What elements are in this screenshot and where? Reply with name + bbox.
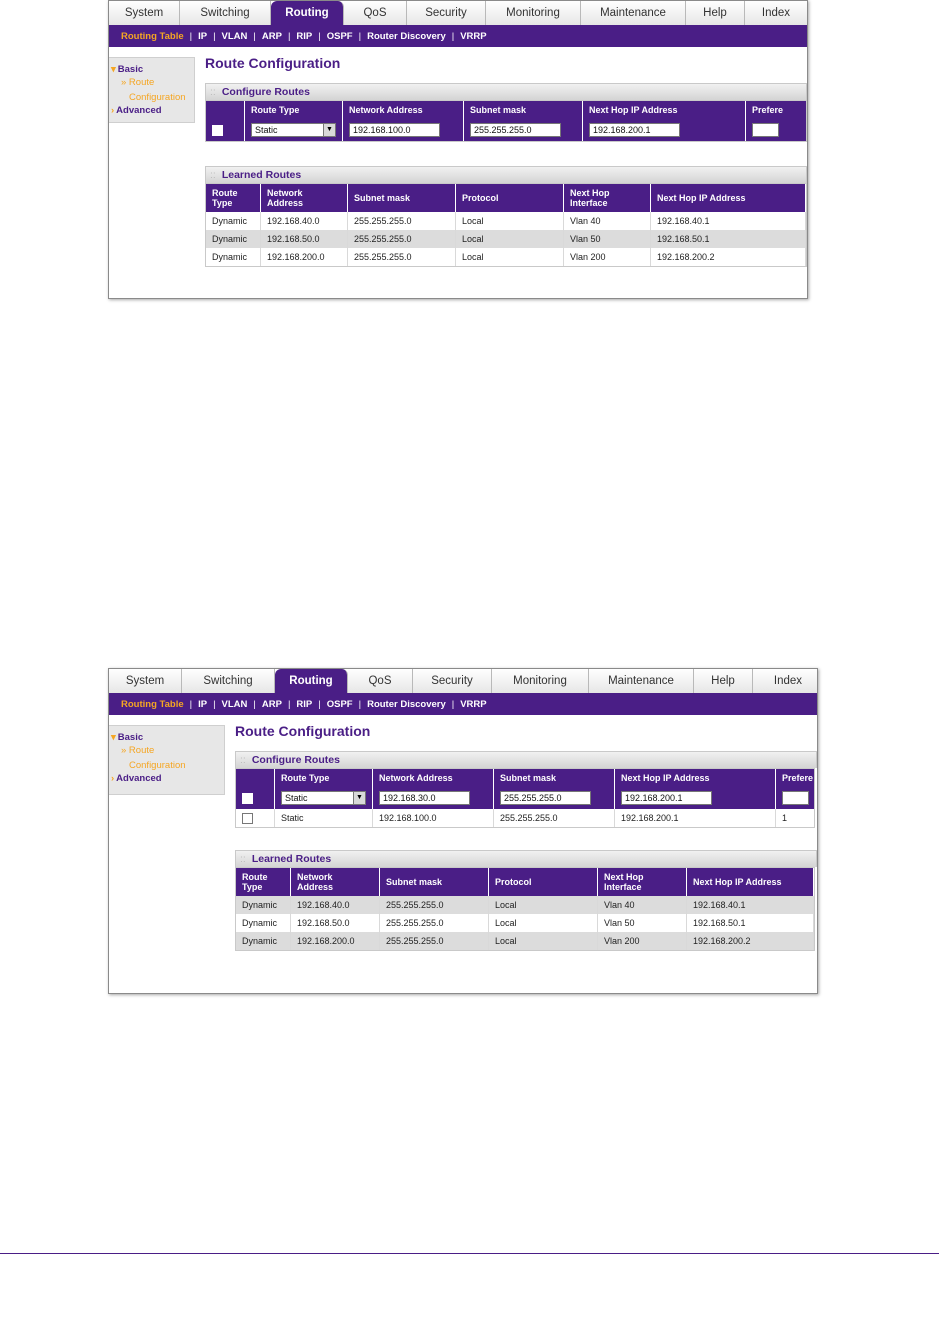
subnav-routing-table[interactable]: Routing Table bbox=[121, 698, 184, 710]
subnet-mask-input[interactable]: 255.255.255.0 bbox=[500, 791, 591, 805]
cell-network-address: 192.168.40.0 bbox=[291, 896, 380, 914]
subnav-vrrp[interactable]: VRRP bbox=[460, 30, 487, 42]
tab-help[interactable]: Help bbox=[686, 1, 745, 25]
page-title: Route Configuration bbox=[205, 55, 341, 71]
col-header-protocol: Protocol bbox=[489, 868, 598, 896]
row-checkbox[interactable] bbox=[242, 793, 253, 804]
cell-subnet-mask: 255.255.255.0 bbox=[380, 914, 489, 932]
col-header-select bbox=[236, 769, 275, 787]
tab-index[interactable]: Index bbox=[753, 669, 818, 693]
chevron-right-icon: › bbox=[111, 105, 115, 116]
cell-route-type: Static bbox=[275, 809, 373, 827]
main-nav-tabs bbox=[109, 1, 807, 25]
sub-nav bbox=[109, 693, 817, 715]
cell-subnet-mask: 255.255.255.0 bbox=[348, 248, 456, 266]
col-header-network-address: Network Address bbox=[343, 101, 464, 119]
network-address-input[interactable]: 192.168.100.0 bbox=[349, 123, 440, 137]
subnav-separator: | bbox=[451, 698, 455, 710]
subnav-vrrp[interactable]: VRRP bbox=[460, 698, 487, 710]
cell-subnet-mask bbox=[464, 119, 583, 141]
table-row[interactable] bbox=[236, 809, 815, 827]
subnav-separator: | bbox=[318, 30, 321, 42]
cell-subnet-mask bbox=[494, 787, 615, 809]
route-type-value: Static bbox=[285, 793, 308, 803]
subnav-ospf[interactable]: OSPF bbox=[326, 698, 353, 710]
col-header-next-hop-interface: Next Hop Interface bbox=[598, 868, 687, 896]
col-header-route-type: Route Type bbox=[275, 769, 373, 787]
tab-monitoring[interactable]: Monitoring bbox=[486, 1, 581, 25]
col-header-next-hop-ip: Next Hop IP Address bbox=[615, 769, 776, 787]
cell-preference bbox=[776, 787, 816, 809]
table-row[interactable] bbox=[236, 914, 814, 932]
subnav-rip[interactable]: RIP bbox=[296, 698, 313, 710]
cell-route-type bbox=[275, 787, 373, 809]
cell-subnet-mask: 255.255.255.0 bbox=[348, 230, 456, 248]
tab-qos[interactable]: QoS bbox=[348, 669, 413, 693]
col-header-preference: Prefere bbox=[746, 101, 808, 119]
sub-nav bbox=[109, 25, 807, 47]
cell-route-type: Dynamic bbox=[206, 248, 261, 266]
subnav-router-discovery[interactable]: Router Discovery bbox=[367, 30, 446, 42]
sidebar-item-configuration[interactable]: Configuration bbox=[129, 92, 186, 103]
grip-icon: :: bbox=[240, 754, 246, 766]
col-header-preference: Prefere bbox=[776, 769, 816, 787]
cell-protocol: Local bbox=[489, 932, 598, 950]
sidebar-basic-label: Basic bbox=[117, 64, 144, 75]
cell-network-address: 192.168.200.0 bbox=[291, 932, 380, 950]
tab-security[interactable]: Security bbox=[407, 1, 486, 25]
subnav-separator: | bbox=[451, 30, 455, 42]
cell-network-address bbox=[373, 787, 494, 809]
preference-input[interactable] bbox=[782, 791, 809, 805]
table-header-row bbox=[206, 184, 806, 212]
cell-next-hop-ip: 192.168.40.1 bbox=[687, 896, 814, 914]
cell-route-type bbox=[245, 119, 343, 141]
col-header-next-hop-ip: Next Hop IP Address bbox=[583, 101, 746, 119]
subnav-separator: | bbox=[189, 30, 193, 42]
col-header-next-hop-ip: Next Hop IP Address bbox=[651, 184, 806, 212]
subnav-separator: | bbox=[287, 698, 291, 710]
sidebar-basic-label: Basic bbox=[117, 732, 144, 743]
cell-route-type: Dynamic bbox=[236, 914, 291, 932]
cell-next-hop-interface: Vlan 200 bbox=[564, 248, 651, 266]
cell-next-hop-ip: 192.168.200.2 bbox=[651, 248, 806, 266]
section-title: Configure Routes bbox=[251, 754, 340, 766]
next-hop-ip-input[interactable]: 192.168.200.1 bbox=[589, 123, 680, 137]
subnav-separator: | bbox=[287, 30, 291, 42]
sidebar-item-basic[interactable] bbox=[109, 64, 194, 75]
col-header-network-address: Network Address bbox=[291, 868, 380, 896]
table-row[interactable] bbox=[206, 212, 806, 230]
cell-protocol: Local bbox=[489, 896, 598, 914]
sidebar-item-route[interactable]: » Route bbox=[121, 77, 155, 88]
route-type-value: Static bbox=[255, 125, 278, 135]
sidebar-advanced-label: Advanced bbox=[116, 105, 162, 116]
col-header-next-hop-ip: Next Hop IP Address bbox=[687, 868, 814, 896]
subnav-separator: | bbox=[253, 698, 256, 710]
configure-routes-table bbox=[236, 769, 815, 827]
cell-protocol: Local bbox=[456, 230, 564, 248]
cell-next-hop-interface: Vlan 40 bbox=[564, 212, 651, 230]
cell-network-address bbox=[343, 119, 464, 141]
subnav-separator: | bbox=[213, 30, 216, 42]
cell-route-type: Dynamic bbox=[206, 230, 261, 248]
section-title: Learned Routes bbox=[251, 853, 332, 865]
subnav-ospf[interactable]: OSPF bbox=[326, 30, 353, 42]
row-checkbox[interactable] bbox=[212, 125, 223, 136]
next-hop-ip-input[interactable]: 192.168.200.1 bbox=[621, 791, 712, 805]
sidebar-item-advanced[interactable] bbox=[109, 773, 224, 784]
grip-icon: :: bbox=[210, 169, 216, 181]
cell-network-address: 192.168.200.0 bbox=[261, 248, 348, 266]
tab-system[interactable]: System bbox=[109, 669, 182, 693]
tab-switching[interactable]: Switching bbox=[182, 669, 275, 693]
subnav-separator: | bbox=[358, 30, 362, 42]
cell-subnet-mask: 255.255.255.0 bbox=[494, 809, 615, 827]
tab-maintenance[interactable]: Maintenance bbox=[581, 1, 686, 25]
subnav-separator: | bbox=[189, 698, 193, 710]
subnav-routing-table[interactable]: Routing Table bbox=[121, 30, 184, 42]
cell-network-address: 192.168.50.0 bbox=[261, 230, 348, 248]
section-title: Learned Routes bbox=[221, 169, 302, 181]
cell-protocol: Local bbox=[456, 248, 564, 266]
cell-next-hop-ip: 192.168.200.1 bbox=[615, 809, 776, 827]
configure-routes-table bbox=[206, 101, 807, 141]
chevron-down-icon: ▾ bbox=[111, 732, 116, 743]
subnav-ip[interactable]: IP bbox=[198, 30, 208, 42]
chevron-down-icon[interactable]: ▼ bbox=[323, 124, 335, 136]
table-row-input bbox=[206, 119, 807, 141]
section-header-configure-routes bbox=[235, 751, 817, 768]
table-row[interactable] bbox=[236, 932, 814, 950]
sidebar bbox=[109, 725, 225, 795]
grip-icon: :: bbox=[210, 86, 216, 98]
cell-route-type: Dynamic bbox=[206, 212, 261, 230]
cell-next-hop-interface: Vlan 40 bbox=[598, 896, 687, 914]
subnav-rip[interactable]: RIP bbox=[296, 30, 313, 42]
col-header-next-hop-interface: Next Hop Interface bbox=[564, 184, 651, 212]
grip-icon: :: bbox=[240, 853, 246, 865]
cell-protocol: Local bbox=[456, 212, 564, 230]
sidebar-item-advanced[interactable] bbox=[109, 105, 194, 116]
tab-help[interactable]: Help bbox=[694, 669, 753, 693]
section-header-learned-routes bbox=[235, 850, 817, 867]
table-header-row bbox=[236, 868, 814, 896]
cell-preference bbox=[746, 119, 808, 141]
section-title: Configure Routes bbox=[221, 86, 310, 98]
col-header-network-address: Network Address bbox=[261, 184, 348, 212]
subnav-vlan[interactable]: VLAN bbox=[221, 698, 248, 710]
subnav-router-discovery[interactable]: Router Discovery bbox=[367, 698, 446, 710]
cell-network-address: 192.168.50.0 bbox=[291, 914, 380, 932]
chevron-right-icon: › bbox=[111, 773, 115, 784]
cell-next-hop-ip: 192.168.40.1 bbox=[651, 212, 806, 230]
chevron-down-icon: ▾ bbox=[111, 64, 116, 75]
sidebar-item-basic[interactable] bbox=[109, 732, 224, 743]
subnav-separator: | bbox=[318, 698, 321, 710]
subnav-arp[interactable]: ARP bbox=[261, 30, 282, 42]
chevron-down-icon[interactable]: ▼ bbox=[353, 792, 365, 804]
tab-system[interactable]: System bbox=[109, 1, 180, 25]
cell-next-hop-interface: Vlan 50 bbox=[564, 230, 651, 248]
route-type-select[interactable] bbox=[251, 123, 336, 137]
cell-protocol: Local bbox=[489, 914, 598, 932]
cell-next-hop-ip: 192.168.50.1 bbox=[687, 914, 814, 932]
subnav-separator: | bbox=[253, 30, 256, 42]
table-row[interactable] bbox=[236, 896, 814, 914]
cell-select bbox=[206, 119, 245, 141]
row-checkbox[interactable] bbox=[242, 813, 253, 824]
col-header-network-address: Network Address bbox=[373, 769, 494, 787]
cell-select bbox=[236, 809, 275, 827]
cell-next-hop-ip: 192.168.200.2 bbox=[687, 932, 814, 950]
tab-switching[interactable]: Switching bbox=[180, 1, 271, 25]
sidebar bbox=[109, 57, 195, 123]
cell-preference: 1 bbox=[776, 809, 816, 827]
sidebar-advanced-label: Advanced bbox=[116, 773, 162, 784]
col-header-subnet-mask: Subnet mask bbox=[494, 769, 615, 787]
cell-next-hop-ip bbox=[583, 119, 746, 141]
subnav-separator: | bbox=[358, 698, 362, 710]
section-header-learned-routes bbox=[205, 166, 807, 183]
cell-subnet-mask: 255.255.255.0 bbox=[380, 932, 489, 950]
network-address-input[interactable]: 192.168.30.0 bbox=[379, 791, 470, 805]
col-header-route-type: Route Type bbox=[206, 184, 261, 212]
table-row-input bbox=[236, 787, 815, 809]
learned-routes-table bbox=[236, 868, 814, 950]
tab-routing[interactable]: Routing bbox=[271, 1, 344, 25]
col-header-subnet-mask: Subnet mask bbox=[348, 184, 456, 212]
tab-maintenance[interactable]: Maintenance bbox=[589, 669, 694, 693]
subnav-ip[interactable]: IP bbox=[198, 698, 208, 710]
col-header-route-type: Route Type bbox=[236, 868, 291, 896]
cell-next-hop-ip: 192.168.50.1 bbox=[651, 230, 806, 248]
tab-qos[interactable]: QoS bbox=[344, 1, 407, 25]
route-type-select[interactable] bbox=[281, 791, 366, 805]
col-header-protocol: Protocol bbox=[456, 184, 564, 212]
cell-next-hop-interface: Vlan 200 bbox=[598, 932, 687, 950]
cell-select bbox=[236, 787, 275, 809]
cell-subnet-mask: 255.255.255.0 bbox=[380, 896, 489, 914]
section-header-configure-routes bbox=[205, 83, 807, 100]
main-nav-tabs bbox=[109, 669, 817, 693]
col-header-subnet-mask: Subnet mask bbox=[380, 868, 489, 896]
tab-monitoring[interactable]: Monitoring bbox=[492, 669, 589, 693]
table-row[interactable] bbox=[206, 230, 806, 248]
cell-network-address: 192.168.40.0 bbox=[261, 212, 348, 230]
main-content bbox=[225, 715, 817, 951]
sidebar-item-configuration[interactable]: Configuration bbox=[129, 760, 186, 771]
subnet-mask-input[interactable]: 255.255.255.0 bbox=[470, 123, 561, 137]
cell-network-address: 192.168.100.0 bbox=[373, 809, 494, 827]
preference-input[interactable] bbox=[752, 123, 779, 137]
learned-routes-table bbox=[206, 184, 806, 266]
cell-route-type: Dynamic bbox=[236, 896, 291, 914]
tab-security[interactable]: Security bbox=[413, 669, 492, 693]
subnav-separator: | bbox=[213, 698, 216, 710]
page-title: Route Configuration bbox=[235, 723, 371, 739]
main-content bbox=[195, 47, 807, 267]
col-header-subnet-mask: Subnet mask bbox=[464, 101, 583, 119]
cell-next-hop-ip bbox=[615, 787, 776, 809]
table-row[interactable] bbox=[206, 248, 806, 266]
screenshot-1 bbox=[108, 0, 808, 299]
screenshot-2 bbox=[108, 668, 818, 994]
subnav-vlan[interactable]: VLAN bbox=[221, 30, 248, 42]
cell-next-hop-interface: Vlan 50 bbox=[598, 914, 687, 932]
cell-route-type: Dynamic bbox=[236, 932, 291, 950]
sidebar-item-route[interactable]: » Route bbox=[121, 745, 155, 756]
table-header-row bbox=[206, 101, 807, 119]
tab-routing[interactable]: Routing bbox=[275, 669, 348, 693]
subnav-arp[interactable]: ARP bbox=[261, 698, 282, 710]
col-header-select bbox=[206, 101, 245, 119]
page-footer-divider bbox=[0, 1253, 939, 1254]
table-header-row bbox=[236, 769, 815, 787]
cell-subnet-mask: 255.255.255.0 bbox=[348, 212, 456, 230]
tab-index[interactable]: Index bbox=[745, 1, 807, 25]
col-header-route-type: Route Type bbox=[245, 101, 343, 119]
